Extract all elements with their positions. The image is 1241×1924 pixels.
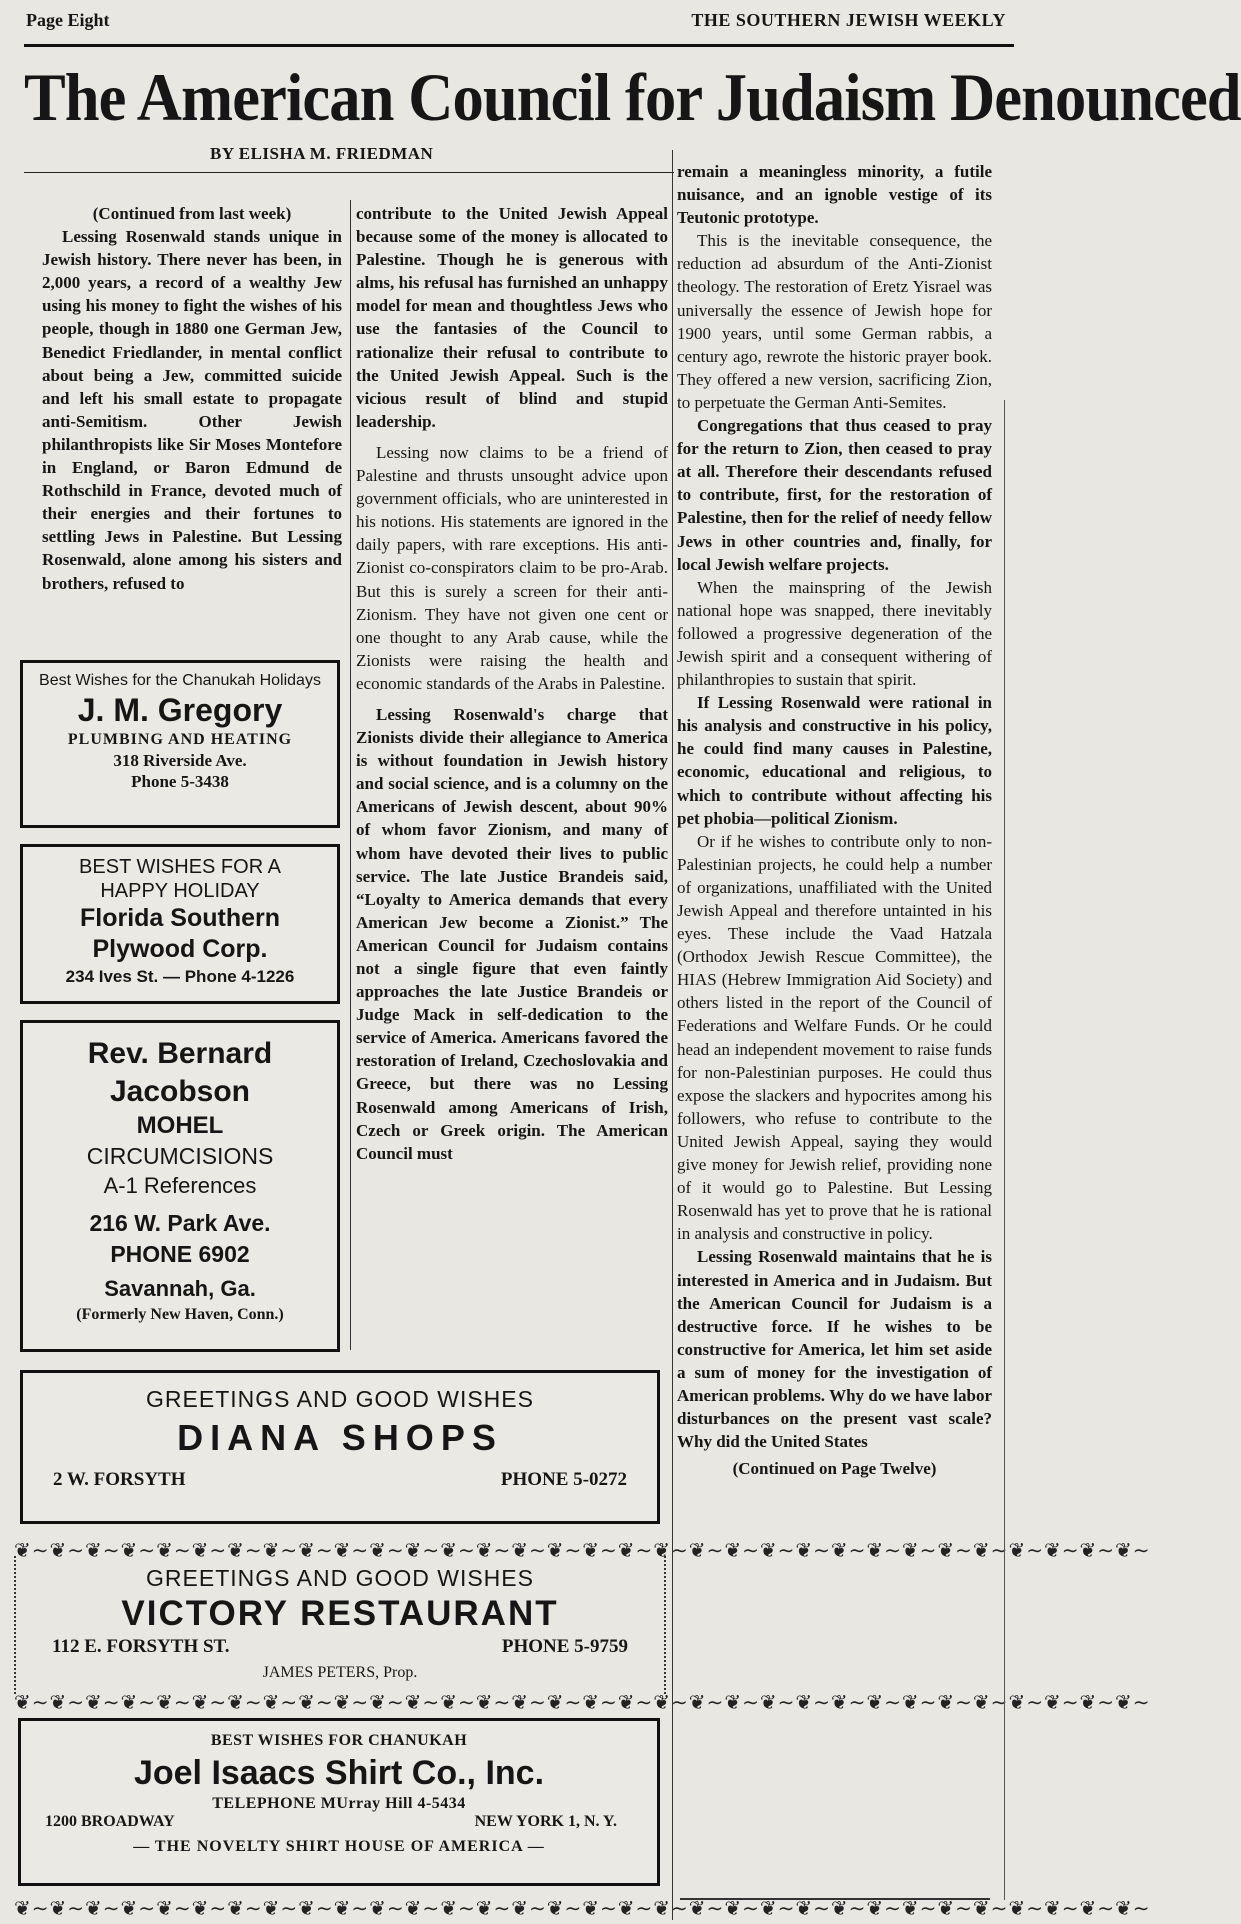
- ad-business-name: J. M. Gregory: [77, 692, 283, 728]
- ad-address: 1200 BROADWAY: [45, 1813, 175, 1830]
- ad-phone: Phone 5-3438: [131, 772, 229, 791]
- ad-victory-restaurant: [22, 1560, 658, 1690]
- continued-note: (Continued from last week): [92, 204, 292, 223]
- article-column-1: [42, 202, 342, 595]
- ad-tagline: — THE NOVELTY SHIRT HOUSE OF AMERICA —: [133, 1838, 545, 1855]
- article-paragraph: Congregations that thus ceased to pray for the return to Zion, then ceased to pray at all. Therefore their descendants refused to contribute, first, for the restoration of Palestine, then for the relief of needy fellow Jews in other countries and, finally, for local Jewish welfare projects.: [677, 416, 992, 574]
- ad-address: 216 W. Park Ave.: [89, 1210, 271, 1236]
- ad-phone: PHONE 6902: [110, 1241, 250, 1267]
- ad-city: Savannah, Ga.: [104, 1276, 256, 1301]
- ad-city: NEW YORK 1, N. Y.: [474, 1813, 617, 1830]
- ad-service: CIRCUMCISIONS: [86, 1143, 274, 1169]
- article-paragraph: Lessing Rosenwald stands unique in Jewish history. There never has been, in 2,000 years, a record of a wealthy Jew using his money to fight the wishes of his people, though in 1880 one German Jew, Benedict Friedlander, in mental conflict about being a Jew, committed suicide and left his small estate to propagate anti-Semitism. Other Jewish philanthropists like Sir Moses Montefore in England, or Baron Edmund de Rothschild in France, devoted much of their energies and their fortunes to settling Jews in Palestine. But Lessing Rosenwald, alone among his sisters and brothers, refused to: [42, 227, 342, 593]
- ornament-border-bottom: ❦∼❦∼❦∼❦∼❦∼❦∼❦∼❦∼❦∼❦∼❦∼❦∼❦∼❦∼❦∼❦∼❦∼❦∼❦∼❦∼❦∼❦∼❦∼❦∼❦∼❦∼❦∼❦∼❦∼❦∼❦∼❦∼: [14, 1692, 1151, 1714]
- article-paragraph: remain a meaningless minority, a futile nuisance, and an ignoble vestige of its Teutonic prototype.: [677, 162, 992, 228]
- ad-business-name: Rev. Bernard: [87, 1037, 273, 1070]
- ad-greeting: BEST WISHES FOR CHANUKAH: [210, 1732, 468, 1749]
- ad-former-city: (Formerly New Haven, Conn.): [76, 1306, 284, 1323]
- article-paragraph: Lessing now claims to be a friend of Palestine and thrusts unsought advice upon government officials, who are uninterested in his notions. His statements are ignored in the daily papers, with rare exceptions. His anti-Zionist co-conspirators claim to be pro-Arab. But this is surely a screen for their anti-Zionism. They have not given one cent or one thought to any Arab cause, while the Zionists were raising the health and economic standards of the Arabs in Palestine.: [356, 442, 668, 693]
- ad-address: 234 Ives St. — Phone 4-1226: [65, 967, 295, 986]
- article-column-2: [356, 202, 668, 1165]
- ad-plywood: [20, 844, 340, 1004]
- ad-phone: PHONE 5-9759: [501, 1636, 628, 1657]
- ad-greeting: GREETINGS AND GOOD WISHES: [146, 1565, 534, 1591]
- ad-telephone: TELEPHONE MUrray Hill 4-5434: [212, 1795, 466, 1812]
- column-divider-1: [350, 200, 351, 1350]
- column-bottom-rule: [680, 1898, 990, 1900]
- ad-business-name: Plywood Corp.: [92, 935, 268, 963]
- article-column-3: [677, 160, 992, 1480]
- column-divider-2: [672, 150, 673, 1920]
- top-rule: [24, 44, 1014, 47]
- ad-business-name: Joel Isaacs Shirt Co., Inc.: [133, 1754, 545, 1792]
- ad-joel-isaacs: [18, 1718, 660, 1886]
- ad-diana-shops: [20, 1370, 660, 1524]
- ad-business-name: Jacobson: [109, 1075, 251, 1108]
- ornament-border-bottom-2: ❦∼❦∼❦∼❦∼❦∼❦∼❦∼❦∼❦∼❦∼❦∼❦∼❦∼❦∼❦∼❦∼❦∼❦∼❦∼❦∼❦∼❦∼❦∼❦∼❦∼❦∼❦∼❦∼❦∼❦∼❦∼❦∼: [14, 1898, 1151, 1920]
- ad-phone: PHONE 5-0272: [500, 1469, 627, 1490]
- article-paragraph: If Lessing Rosenwald were rational in his analysis and constructive in his policy, he could find many causes in Palestine, economic, educational and religious, to which to contribute without affecting his pet phobia—political Zionism.: [677, 693, 992, 828]
- article-paragraph: Or if he wishes to contribute only to non-Palestinian projects, he could help a number of organizations, unaffiliated with the United Jewish Appeal and therefore untainted in his eyes. These include the Vaad Hatzala (Orthodox Jewish Rescue Committee), the HIAS (Hebrew Immigration Aid Society) and others listed in the report of the Council of Federations and Welfare Funds. Or he could head an independent movement to raise funds for non-Palestinian purposes. He could thus expose the slackers and hypocrites among his followers, who refuse to contribute to the United Jewish Appeal, saying they would give money for Jewish relief, providing none of it would go to Palestine. But Lessing Rosenwald has yet to prove that he is rational in analysis and constructive in policy.: [677, 831, 992, 1244]
- article-paragraph: contribute to the United Jewish Appeal because some of the money is allocated to Palestine. Though he is generous with alms, his refusal has furnished an unhappy model for mean and thoughtless Jews who use the fantasies of the Council to rationalize their refusal to contribute to the United Jewish Appeal. Such is the vicious result of blind and stupid leadership.: [356, 204, 668, 431]
- article-paragraph: This is the inevitable consequence, the reduction ad absurdum of the Anti-Zionist theology. The restoration of Eretz Yisrael was universally the essence of Jewish hope for 1900 years, until some German rabbis, a century ago, rewrote the historic prayer book. They offered a new version, sacrificing Zion, to perpetuate the German Anti-Semites.: [677, 231, 992, 412]
- continued-on-note: (Continued on Page Twelve): [732, 1459, 937, 1479]
- byline: BY ELISHA M. FRIEDMAN: [210, 144, 434, 163]
- page-label: Page Eight: [26, 10, 110, 30]
- ad-business-name: DIANA SHOPS: [177, 1417, 503, 1458]
- article-paragraph: Lessing Rosenwald maintains that he is interested in America and in Judaism. But the American Council for Judaism is a destructive force. If he wishes to be constructive for America, let him set aside a sum of money for the investigation of American problems. Why do we have labor disturbances on the present vast scale? Why did the United States: [677, 1247, 992, 1452]
- headline: The American Council for Judaism Denounced: [24, 59, 1241, 135]
- ad-references: A-1 References: [103, 1173, 257, 1198]
- publication-name: THE SOUTHERN JEWISH WEEKLY: [691, 10, 1006, 30]
- ad-proprietor: JAMES PETERS, Prop.: [262, 1664, 418, 1681]
- ornament-border-right: [664, 1556, 666, 1694]
- ad-business-name: Florida Southern: [80, 904, 280, 932]
- ad-greeting: BEST WISHES FOR A: [79, 856, 281, 878]
- ad-address: 2 W. FORSYTH: [53, 1469, 186, 1490]
- byline-rule: [24, 172, 674, 173]
- ad-trade: PLUMBING AND HEATING: [67, 731, 293, 748]
- ad-address: 318 Riverside Ave.: [113, 751, 247, 770]
- ornament-border-left: [14, 1556, 16, 1694]
- ad-greeting: GREETINGS AND GOOD WISHES: [146, 1386, 534, 1412]
- ad-title: MOHEL: [136, 1112, 224, 1139]
- article-paragraph: Lessing Rosenwald's charge that Zionists divide their allegiance to America is without foundation in Jewish history and social science, and is a columny on the Americans of Jewish descent, about 90% of whom favor Zionism, and many of whom have devoted their lives to public service. The late Justice Brandeis said, “Loyalty to America demands that every American Jew become a Zionist.” The American Council for Judaism contains not a single figure that even faintly approaches the late Justice Brandeis or Judge Mack in self-dedication to the service of America. Americans favored the restoration of Ireland, Czechoslovakia and Greece, but there was no Lessing Rosenwald among Americans of Irish, Czech or Greek origin. The American Council must: [356, 704, 668, 1163]
- ad-business-name: VICTORY RESTAURANT: [121, 1594, 559, 1633]
- article-paragraph: When the mainspring of the Jewish national hope was snapped, there inevitably followed a progressive degeneration of the Jewish spirit and a consequent withering of philanthropies to sustain that spirit.: [677, 577, 992, 690]
- ad-gregory: [20, 660, 340, 828]
- ad-address: 112 E. FORSYTH ST.: [52, 1636, 230, 1657]
- adjacent-page-edge: [1004, 400, 1021, 1900]
- ornament-border-top: ❦∼❦∼❦∼❦∼❦∼❦∼❦∼❦∼❦∼❦∼❦∼❦∼❦∼❦∼❦∼❦∼❦∼❦∼❦∼❦∼❦∼❦∼❦∼❦∼❦∼❦∼❦∼❦∼❦∼❦∼❦∼❦∼: [14, 1540, 1151, 1562]
- ad-greeting: Best Wishes for the Chanukah Holidays: [39, 672, 321, 689]
- ad-jacobson: [20, 1020, 340, 1352]
- ad-greeting: HAPPY HOLIDAY: [100, 880, 260, 902]
